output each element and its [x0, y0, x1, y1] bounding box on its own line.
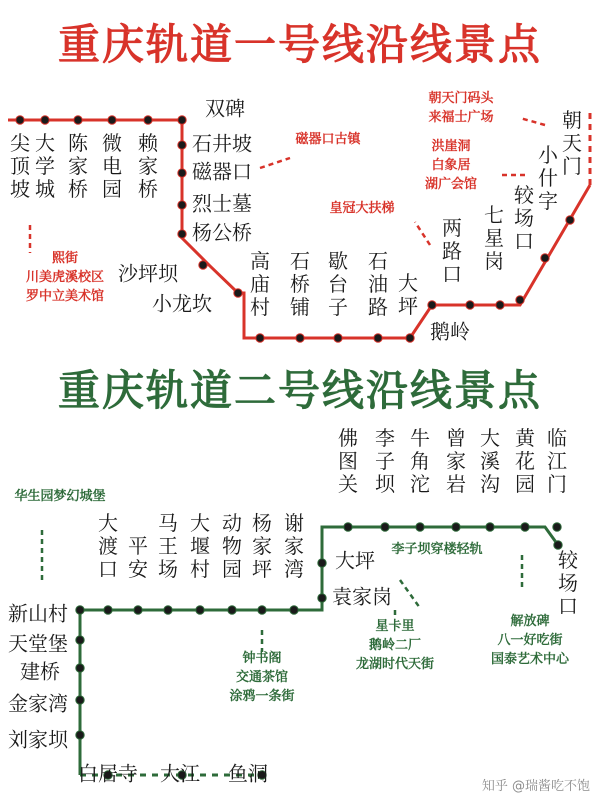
line2-station-label: 马王场 — [158, 511, 178, 581]
line2-attraction-text: 鹅岭二厂 — [368, 638, 422, 653]
line2-station-label: 白居寺 — [78, 761, 138, 786]
line2-station-dot — [318, 559, 326, 567]
line1-station-dot — [256, 334, 264, 342]
line1-station-dot — [178, 169, 186, 177]
line2-attraction-text: 钟书阁 — [242, 651, 282, 666]
line1-attraction-text: 湖广会馆 — [424, 177, 478, 192]
line2-station-dot — [318, 594, 326, 602]
watermark: 知乎 @瑞酱吃不饱 — [481, 779, 590, 794]
line2-attraction-text: 龙湖时代天街 — [355, 657, 435, 672]
line1-attraction-arrow — [260, 158, 290, 168]
line2-station-label: 临江门 — [547, 426, 567, 496]
line1-attraction-arrow — [415, 222, 430, 245]
line1-station-label: 小什字 — [538, 143, 558, 213]
line2-station-label: 袁家岗 — [332, 584, 392, 609]
line1-station-dot — [466, 301, 474, 309]
line2-station-dot — [76, 636, 84, 644]
line2-station-label: 刘家坝 — [8, 727, 68, 752]
line2-station-dot — [76, 664, 84, 672]
line1-station-dot — [566, 216, 574, 224]
line1-attraction-text: 来福士广场 — [428, 110, 494, 125]
line2-station-label: 黄花园 — [515, 426, 535, 496]
line1-station-label: 大学城 — [35, 131, 55, 201]
line2-attraction-text: 国泰艺术中心 — [490, 652, 570, 667]
line1-title: 重庆轨道一号线沿线景点 — [57, 20, 542, 69]
line2-station-dot — [228, 606, 236, 614]
line1-attraction-text: 川美虎溪校区 — [25, 270, 105, 285]
line1-station-label: 小龙坎 — [152, 291, 212, 316]
line1-station-label: 双碑 — [205, 96, 245, 121]
line2-station-label: 新山村 — [8, 601, 68, 626]
line2-station-label: 牛角沱 — [410, 426, 430, 496]
line2-station-dot — [452, 523, 460, 531]
line2-attraction-text: 星卡里 — [375, 619, 415, 634]
line2-station-dot — [381, 523, 389, 531]
line2-station-dot — [164, 606, 172, 614]
line2-attraction-text: 涂鸦一条街 — [229, 689, 295, 704]
line2-station-label: 金家湾 — [8, 691, 68, 716]
line1-attraction-text: 熙街 — [51, 251, 79, 266]
line2-station-label: 谢家湾 — [284, 511, 304, 581]
line2-station-label: 动物园 — [222, 511, 242, 581]
line1-station-dot — [178, 141, 186, 149]
line1-station-label: 尖顶坡 — [10, 131, 30, 201]
line1-station-label: 高庙村 — [250, 249, 270, 319]
line1-station-label: 杨公桥 — [192, 220, 252, 245]
line2-station-dot — [521, 523, 529, 531]
line2-attraction-text: 华生园梦幻城堡 — [14, 489, 106, 504]
line1-station-dot — [406, 334, 414, 342]
line2-station-label: 较场口 — [558, 548, 578, 618]
line1-station-label: 微电园 — [102, 131, 122, 201]
line1-station-dot — [178, 230, 186, 238]
line2-station-dot — [76, 731, 84, 739]
line1-attraction-arrow — [520, 118, 545, 125]
line1-attraction-text: 罗中立美术馆 — [25, 289, 105, 304]
line2-station-label: 天堂堡 — [8, 631, 68, 656]
line1-station-dot — [108, 116, 116, 124]
line1-station-dot — [234, 289, 242, 297]
line2-station-dot — [553, 523, 561, 531]
line2-station-label: 大江 — [160, 761, 200, 786]
line1-station-label: 石油路 — [368, 249, 388, 319]
line1-station-label: 大坪 — [398, 271, 418, 318]
line2-station-label: 杨家坪 — [252, 511, 272, 581]
line2-attraction-arrow — [400, 580, 420, 608]
line2-station-dot — [416, 523, 424, 531]
line1-station-label: 沙坪坝 — [118, 261, 178, 286]
line2-station-dot — [344, 523, 352, 531]
line1-attraction-text: 洪崖洞 — [431, 139, 471, 154]
line1-station-dot — [178, 201, 186, 209]
line2-station-dot — [290, 606, 298, 614]
line2-station-label: 李子坝 — [375, 426, 395, 496]
line1-station-dot — [516, 296, 524, 304]
line2-station-label: 大堰村 — [190, 511, 210, 581]
line1-station-dot — [374, 334, 382, 342]
line1-attraction-text: 白象居 — [431, 158, 471, 173]
line2-station-dot — [104, 606, 112, 614]
line1-attraction-text: 皇冠大扶梯 — [329, 201, 395, 216]
line2-station-dot — [76, 696, 84, 704]
line1-station-label: 两路口 — [442, 216, 462, 286]
line2-station-dot — [134, 606, 142, 614]
line1-station-label: 七星岗 — [484, 203, 504, 273]
line2-station-label: 大溪沟 — [480, 426, 500, 496]
line1-station-dot — [428, 301, 436, 309]
line2-title: 重庆轨道二号线沿线景点 — [57, 366, 542, 415]
line1-station-dot — [334, 334, 342, 342]
line1-station-label: 磁器口 — [192, 159, 252, 184]
line1-station-label: 陈家桥 — [68, 131, 88, 201]
line1-station-dot — [496, 301, 504, 309]
line2-attraction-text: 解放碑 — [510, 614, 550, 629]
line1-attraction-text: 朝天门码头 — [428, 91, 494, 106]
line2-station-dot — [258, 606, 266, 614]
line2-station-label: 大坪 — [335, 548, 375, 573]
line2-station-label: 佛图关 — [338, 426, 358, 496]
line1-station-dot — [199, 261, 207, 269]
line2-station-dot — [196, 606, 204, 614]
line1-station-label: 赖家桥 — [138, 131, 158, 201]
line1-station-label: 石井坡 — [192, 131, 252, 156]
line2-station-dot — [76, 606, 84, 614]
line1-station-dot — [178, 116, 186, 124]
line2-attraction-text: 李子坝穿楼轻轨 — [391, 542, 483, 557]
line1-station-dot — [296, 334, 304, 342]
line2-station-label: 建桥 — [20, 659, 60, 684]
line1-station-label: 烈士墓 — [192, 191, 252, 216]
line1-station-label: 较场口 — [514, 183, 534, 253]
line2-station-label: 平安 — [128, 534, 148, 581]
line1-station-label: 鹅岭 — [430, 319, 470, 344]
line2-attraction-text: 交通茶馆 — [235, 670, 289, 685]
line1-station-dot — [541, 254, 549, 262]
line1-station-label: 朝天门 — [562, 108, 582, 178]
line1-attraction-text: 磁器口古镇 — [295, 132, 361, 147]
line1-station-label: 歇台子 — [328, 249, 348, 319]
line2-station-label: 大渡口 — [98, 511, 118, 581]
line2-attraction-text: 八一好吃街 — [497, 633, 563, 648]
line2-station-label: 鱼洞 — [228, 761, 268, 786]
line1-station-dot — [16, 116, 24, 124]
line1-station-dot — [74, 116, 82, 124]
line1-station-dot — [144, 116, 152, 124]
line2-station-dot — [486, 523, 494, 531]
line1-station-label: 石桥铺 — [290, 249, 310, 319]
line2-station-label: 曾家岩 — [446, 426, 466, 496]
line1-station-dot — [41, 116, 49, 124]
